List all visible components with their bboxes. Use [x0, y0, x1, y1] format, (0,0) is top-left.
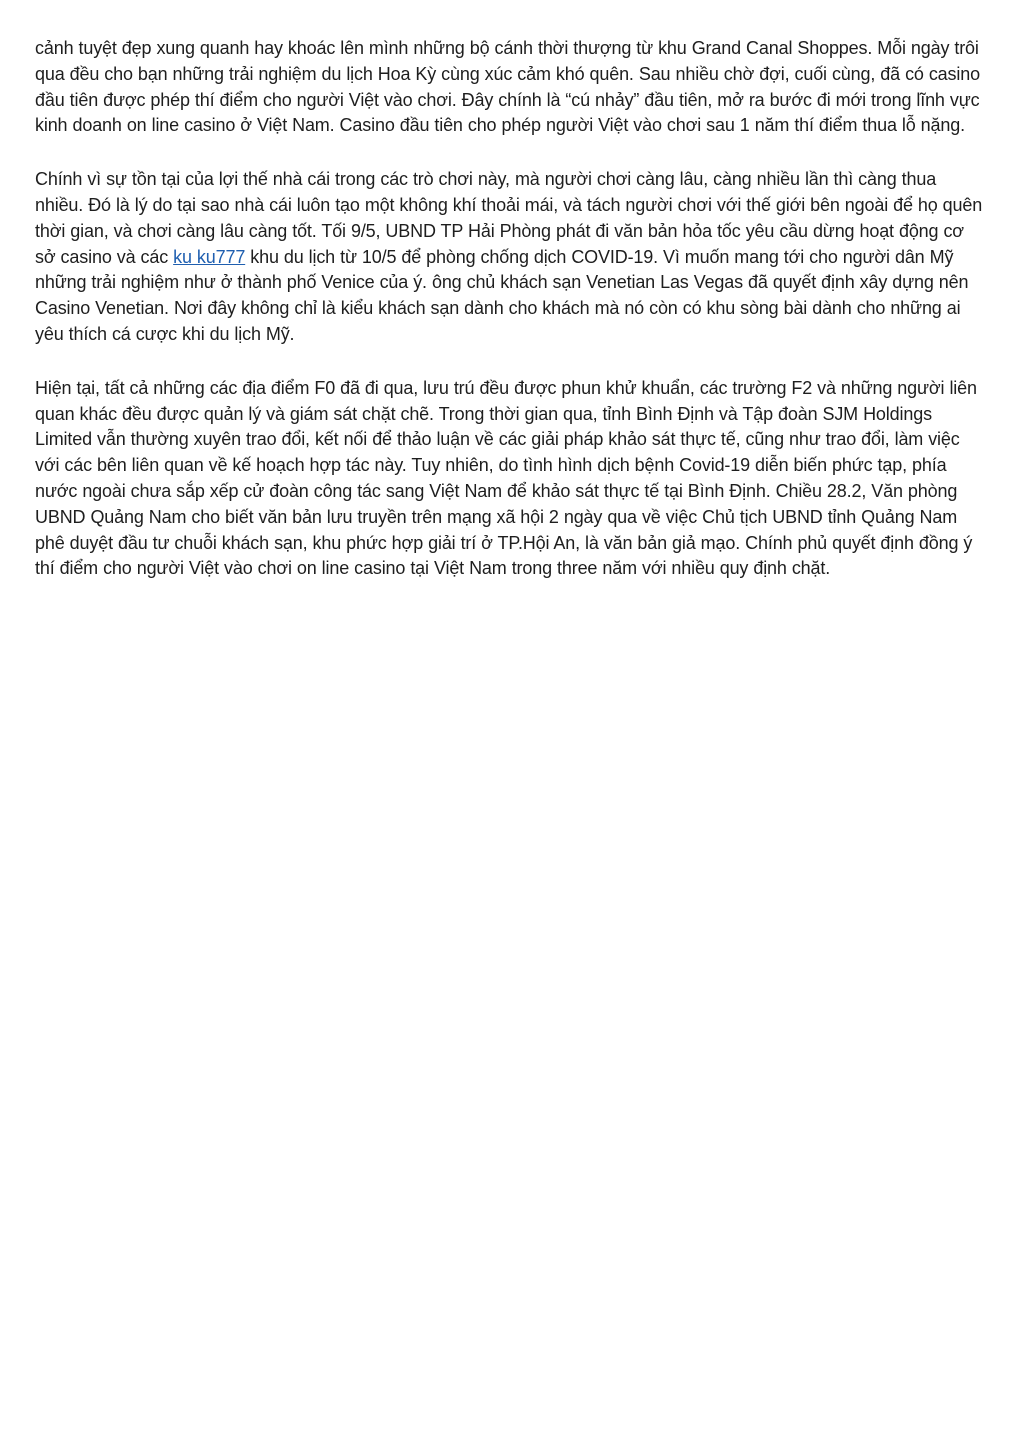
paragraph-2-text-after-link: khu du lịch từ 10/5 để phòng chống dịch COVID-19. Vì muốn mang tới cho người dân Mỹ những trải nghiệm như ở thành phố Venice của ý. ông chủ khách sạn Venetian Las Vegas đã quyết định xây dựng nên Casino Venetian. Nơi đây không chỉ là kiểu khách sạn dành cho khách mà nó còn có khu sòng bài dành cho những ai yêu thích cá cược khi du lịch Mỹ.: [35, 246, 969, 344]
paragraph-2-text-before-link: Chính vì sự tồn tại của lợi thế nhà cái trong các trò chơi này, mà người chơi càng lâu, càng nhiều lần thì càng thua nhiều. Đó là lý do tại sao nhà cái luôn tạo một không khí thoải mái, và tách người chơi với thế giới bên ngoài để họ quên thời gian, và chơi càng lâu càng tốt. Tối 9/5, UBND TP Hải Phòng phát đi văn bản hỏa tốc yêu cầu dừng hoạt động cơ sở casino và các: [35, 169, 983, 267]
paragraph-3: [35, 376, 986, 582]
ku-ku777-link[interactable]: ku ku777: [173, 246, 246, 267]
paragraph-1-text: cảnh tuyệt đẹp xung quanh hay khoác lên mình những bộ cánh thời thượng từ khu Grand Canal Shoppes. Mỗi ngày trôi qua đều cho bạn những trải nghiệm du lịch Hoa Kỳ cùng xúc cảm khó quên. Sau nhiều chờ đợi, cuối cùng, đã có casino đầu tiên được phép thí điểm cho người Việt vào chơi. Đây chính là “cú nhảy” đầu tiên, mở ra bước đi mới trong lĩnh vực kinh doanh on line casino ở Việt Nam. Casino đầu tiên cho phép người Việt vào chơi sau 1 năm thí điểm thua lỗ nặng.: [35, 38, 980, 136]
paragraph-1: [35, 36, 986, 139]
paragraph-3-text: Hiện tại, tất cả những các địa điểm F0 đã đi qua, lưu trú đều được phun khử khuẩn, các trường F2 và những người liên quan khác đều được quản lý và giám sát chặt chẽ. Trong thời gian qua, tỉnh Bình Định và Tập đoàn SJM Holdings Limited vẫn thường xuyên trao đổi, kết nối để thảo luận về các giải pháp khảo sát thực tế, cũng như trao đổi, làm việc với các bên liên quan về kế hoạch hợp tác này. Tuy nhiên, do tình hình dịch bệnh Covid-19 diễn biến phức tạp, phía nước ngoài chưa sắp xếp cử đoàn công tác sang Việt Nam để khảo sát thực tế tại Bình Định. Chiều 28.2, Văn phòng UBND Quảng Nam cho biết văn bản lưu truyền trên mạng xã hội 2 ngày qua về việc Chủ tịch UBND tỉnh Quảng Nam phê duyệt đầu tư chuỗi khách sạn, khu phức hợp giải trí ở TP.Hội An, là văn bản giả mạo. Chính phủ quyết định đồng ý thí điểm cho người Việt vào chơi on line casino tại Việt Nam trong three năm với nhiều quy định chặt.: [35, 377, 977, 579]
paragraph-2: [35, 167, 986, 348]
